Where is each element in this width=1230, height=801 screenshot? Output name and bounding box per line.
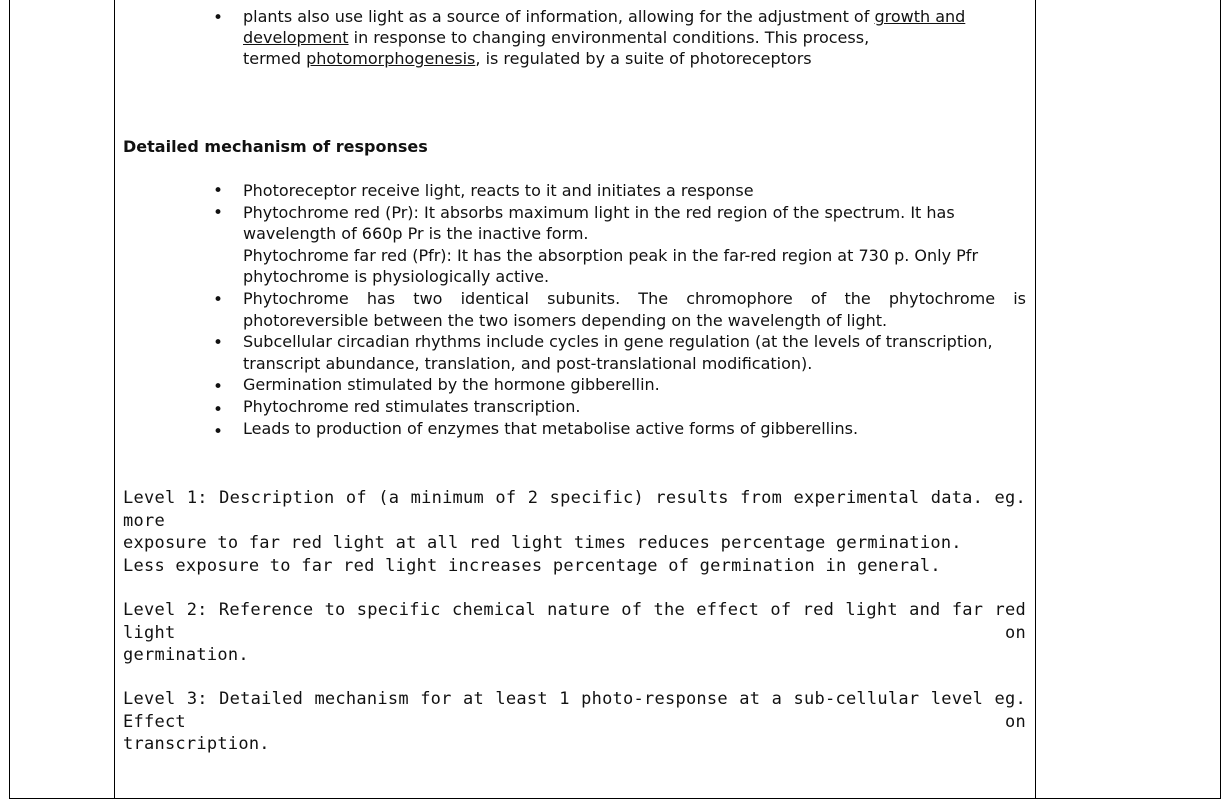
level-text: germination. [123, 645, 249, 665]
bullet: • [213, 377, 224, 397]
development-link[interactable]: development [243, 28, 349, 47]
level-text: Less exposure to far red light increases percentage of germination in general. [123, 555, 941, 576]
intro-paragraph [243, 6, 1033, 69]
list-item: Leads to production of enzymes that metabolise active forms of gibberellins. [243, 418, 859, 438]
intro-text: termed [243, 49, 307, 68]
list-item: Phytochrome red stimulates transcription. [243, 396, 581, 416]
level-text: Level 3: Detailed mechanism for at least 1 photo-response at a sub-cellular level eg. Effect on [123, 689, 1026, 732]
list-item: photoreversible between the two isomers depending on the wavelength of light. [243, 310, 888, 330]
mechanism-list [243, 180, 1033, 439]
list-item: Phytochrome far red (Pfr): It has the absorption peak in the far-red region at 730 p. Only Pfr [243, 245, 979, 265]
list-item: wavelength of 660p Pr is the inactive form. [243, 224, 589, 244]
intro-text: in response to changing environmental conditions. This process, [348, 28, 870, 47]
bullet: • [213, 181, 224, 201]
bullet: • [213, 333, 224, 353]
level-text: transcription. [123, 734, 270, 754]
level-text: exposure to far red light at all red light times reduces percentage germination. [123, 533, 962, 553]
list-item: phytochrome is physiologically active. [243, 267, 550, 287]
list-item: Photoreceptor receive light, reacts to it and initiates a response [243, 181, 754, 200]
table-border-right [1220, 0, 1221, 799]
list-item: Phytochrome has two identical subunits. The chromophore of the phytochrome is [243, 288, 1026, 308]
bullet: • [213, 8, 224, 28]
list-item: Subcellular circadian rhythms include cycles in gene regulation (at the levels of transcription, [243, 332, 993, 352]
intro-text: , is regulated by a suite of photoreceptors [475, 49, 812, 68]
bullet: • [213, 290, 224, 310]
growth-link[interactable]: growth and [874, 7, 966, 26]
level-text: Level 2: Reference to specific chemical nature of the effect of red light and far red light on [123, 600, 1026, 643]
level-1 [123, 487, 1026, 577]
level-3 [123, 688, 1026, 756]
table-border-col2 [1035, 0, 1036, 799]
list-item: Germination stimulated by the hormone gibberellin. [243, 375, 660, 395]
photomorphogenesis-link[interactable]: photomorphogenesis [306, 49, 476, 68]
bullet: • [213, 400, 224, 420]
list-item: transcript abundance, translation, and post-translational modification). [243, 353, 813, 373]
list-item: Phytochrome red (Pr): It absorbs maximum light in the red region of the spectrum. It has [243, 202, 955, 222]
table-border-col1 [114, 0, 115, 799]
intro-text: plants also use light as a source of information, allowing for the adjustment of [243, 7, 875, 26]
section-heading: Detailed mechanism of responses [123, 137, 428, 156]
bullet: • [213, 203, 224, 223]
bullet: • [213, 422, 224, 442]
table-border-left [9, 0, 10, 799]
table-border-bottom [9, 798, 1221, 799]
level-text: Level 1: Description of (a minimum of 2 specific) results from experimental data. eg. more [123, 488, 1026, 531]
level-2 [123, 599, 1026, 667]
